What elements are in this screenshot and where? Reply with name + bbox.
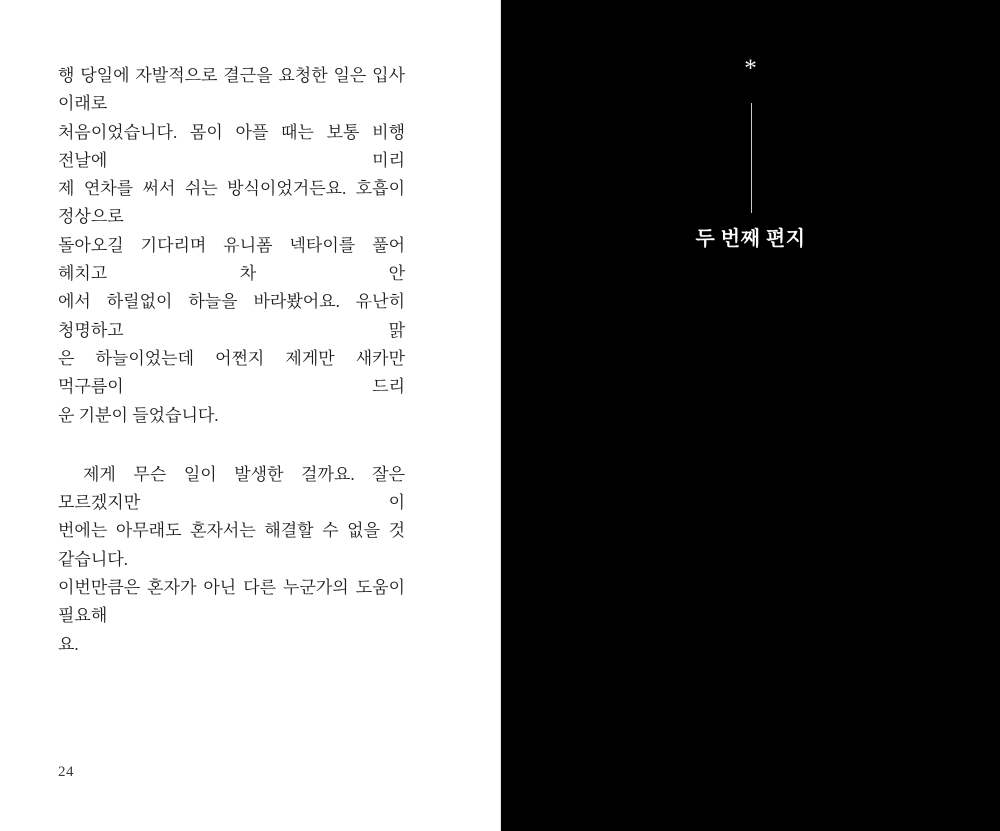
body-line: 행 당일에 자발적으로 결근을 요청한 일은 입사 이래로 <box>58 66 405 114</box>
page-number: 24 <box>58 764 74 780</box>
right-page <box>500 0 1000 831</box>
body-text-block <box>58 62 405 659</box>
body-line: 제 연차를 써서 쉬는 방식이었거든요. 호흡이 정상으로 <box>58 179 405 227</box>
body-line: 은 하늘이었는데 어쩐지 제게만 새카만 먹구름이 드리 <box>58 348 405 397</box>
asterisk-section-marker: * <box>744 55 757 82</box>
body-line: 에서 하릴없이 하늘을 바라봤어요. 유난히 청명하고 맑 <box>58 292 405 340</box>
body-line: 제게 무슨 일이 발생한 걸까요. 잘은 모르겠지만 이 <box>58 464 405 513</box>
body-line: 돌아오길 기다리며 유니폼 넥타이를 풀어 헤치고 차 안 <box>58 235 405 284</box>
vertical-rule <box>751 103 752 213</box>
body-line: 운 기분이 들었습니다. <box>58 405 219 425</box>
body-line: 요. <box>58 634 79 654</box>
paragraph-1 <box>58 62 405 430</box>
paragraph-2 <box>58 461 405 659</box>
body-line: 처음이었습니다. 몸이 아플 때는 보통 비행 전날에 미리 <box>58 122 405 170</box>
chapter-title: 두 번째 편지 <box>695 228 806 250</box>
body-line: 이번만큼은 혼자가 아닌 다른 누군가의 도움이 필요해 <box>58 578 405 626</box>
body-line: 번에는 아무래도 혼자서는 해결할 수 없을 것 같습니다. <box>58 521 405 569</box>
